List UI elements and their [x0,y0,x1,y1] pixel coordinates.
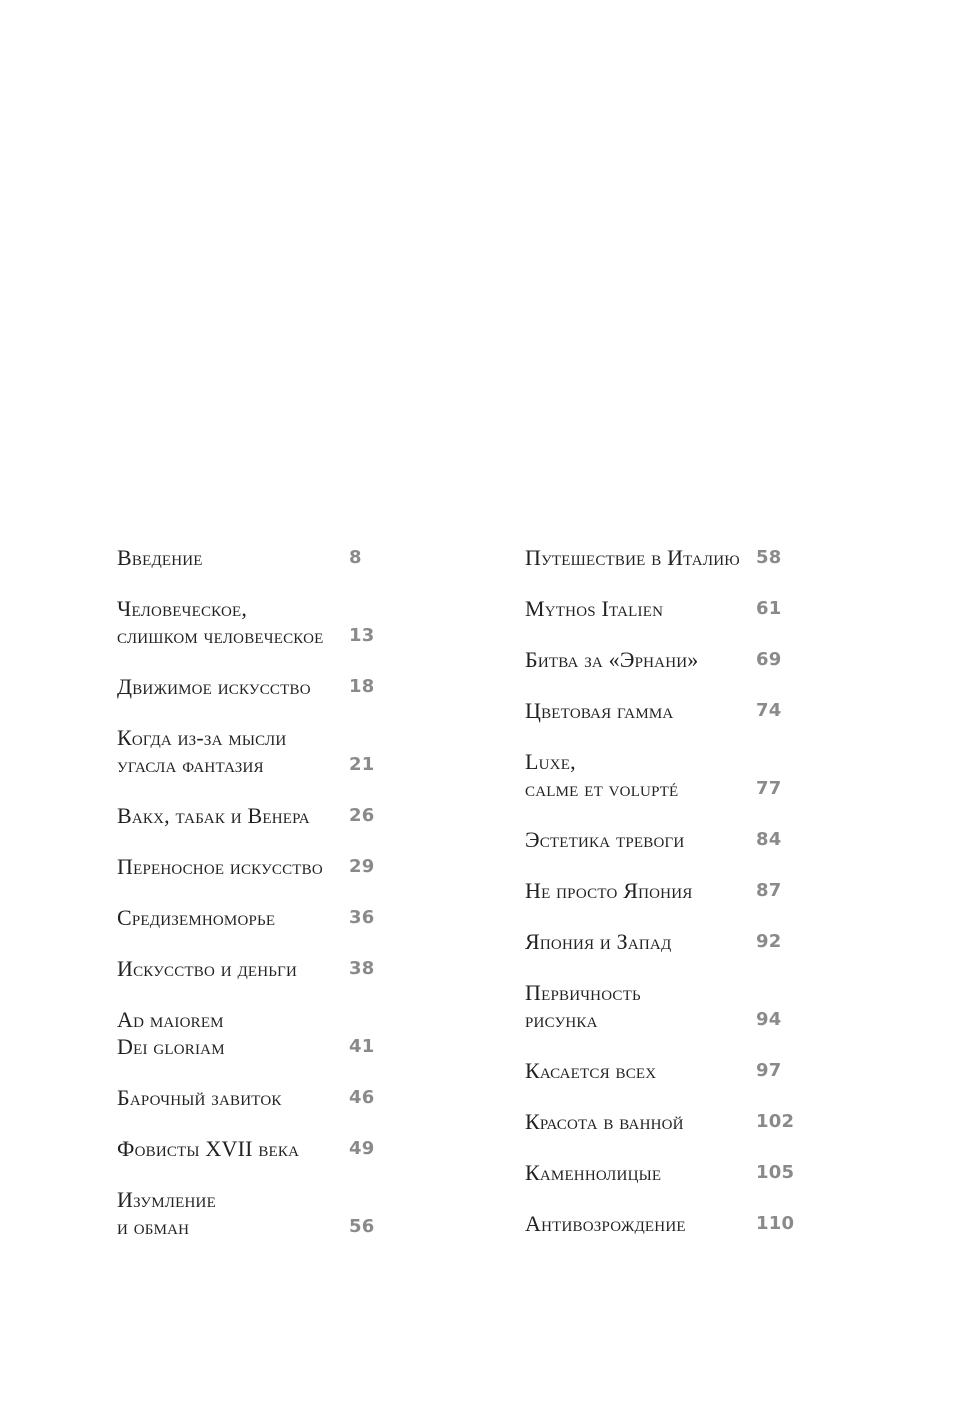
toc-entry-title-line: Антивозрождение [525,1211,686,1236]
toc-entry-title-line: Mythos Italien [525,596,664,621]
toc-entry-page-number: 77 [756,778,782,799]
toc-entry-title-line: угасла фантазия [117,752,264,777]
toc-entry-page-number: 13 [349,625,375,646]
toc-entry-page-number: 74 [756,700,782,721]
toc-entry-page-number: 92 [756,931,782,952]
toc-entry-page-number: 87 [756,880,782,901]
toc-entry-page-number: 26 [349,805,375,826]
toc-entry [525,1108,815,1135]
toc-entry-title-line: и обман [117,1214,190,1239]
toc-entry [525,1057,815,1084]
toc-entry-title-line: calme et volupté [525,776,679,801]
toc-entry [117,673,397,700]
toc-entry-page-number: 56 [349,1216,375,1237]
toc-entry [117,724,397,778]
toc-entry-title-line: Не просто Япония [525,878,693,903]
toc-entry-title-line: Вакх, табак и Венера [117,803,310,828]
toc-entry [525,1159,815,1186]
toc-entry [525,1210,815,1237]
toc-entry-page-number: 61 [756,598,782,619]
toc-entry-title-line: Барочный завиток [117,1085,282,1110]
toc-entry-title-line: Переносное искусство [117,854,323,879]
toc-entry [525,928,815,955]
toc-entry [525,979,815,1033]
toc-entry-page-number: 110 [756,1213,795,1234]
toc-entry-title-line: Фовисты XVII века [117,1136,300,1161]
toc-entry [525,697,815,724]
toc-entry-title-line: Красота в ванной [525,1109,684,1134]
toc-entry-title-line: Первичность [525,980,641,1005]
toc-entry-title-line: Путешествие в Италию [525,545,740,570]
toc-entry-page-number: 84 [756,829,782,850]
toc-entry-title-line: Япония и Запад [525,929,672,954]
toc-entry [117,595,397,649]
toc-entry-title-line: Битва за «Эрнани» [525,647,699,672]
toc-column-left [117,530,397,1240]
toc-entry-page-number: 38 [349,958,375,979]
toc-entry-title-line: Ad maiorem [117,1007,224,1032]
toc-column-right [525,530,815,1237]
toc-entry-page-number: 21 [349,754,375,775]
toc-entry-title-line: рисунка [525,1007,598,1032]
toc-entry [525,595,815,622]
toc-entry-title-line: Введение [117,545,203,570]
toc-entry-page-number: 69 [756,649,782,670]
toc-entry [525,646,815,673]
toc-entry-page-number: 94 [756,1009,782,1030]
toc-entry-title-line: Средиземноморье [117,905,276,930]
toc-entry-page-number: 41 [349,1036,375,1057]
toc-entry-page-number: 46 [349,1087,375,1108]
toc-entry-title-line: Искусство и деньги [117,956,298,981]
toc-entry-title-line: Изумление [117,1187,216,1212]
toc-entry [117,1135,397,1162]
toc-entry-page-number: 97 [756,1060,782,1081]
toc-entry-title-line: Luxe, [525,749,576,774]
toc-entry-page-number: 8 [349,547,362,568]
toc-entry [117,1084,397,1111]
toc-entry-title-line: Цветовая гамма [525,698,674,723]
toc-entry-page-number: 58 [756,547,782,568]
toc-entry-title-line: Dei gloriam [117,1034,225,1059]
toc-entry-page-number: 105 [756,1162,795,1183]
toc-entry-title-line: Каменнолицые [525,1160,662,1185]
toc-entry-title-line: слишком человеческое [117,623,324,648]
toc-entry-title-line: Касается всех [525,1058,657,1083]
toc-entry [117,544,397,571]
toc-entry-title-line: Эстетика тревоги [525,827,685,852]
toc-entry [525,826,815,853]
toc-entry [117,853,397,880]
toc-entry [525,748,815,802]
toc-entry [117,802,397,829]
toc-entry-title-line: Человеческое, [117,596,248,621]
toc-entry [117,955,397,982]
toc-entry-page-number: 49 [349,1138,375,1159]
toc-entry-page-number: 29 [349,856,375,877]
toc-entry [117,1006,397,1060]
toc-entry [117,1186,397,1240]
toc-entry [117,904,397,931]
toc-entry [525,544,815,571]
toc-entry-page-number: 102 [756,1111,795,1132]
toc-entry-page-number: 36 [349,907,375,928]
toc-entry [525,877,815,904]
toc-entry-title-line: Движимое искусство [117,674,311,699]
toc-entry-title-line: Когда из-за мысли [117,725,287,750]
toc-entry-page-number: 18 [349,676,375,697]
